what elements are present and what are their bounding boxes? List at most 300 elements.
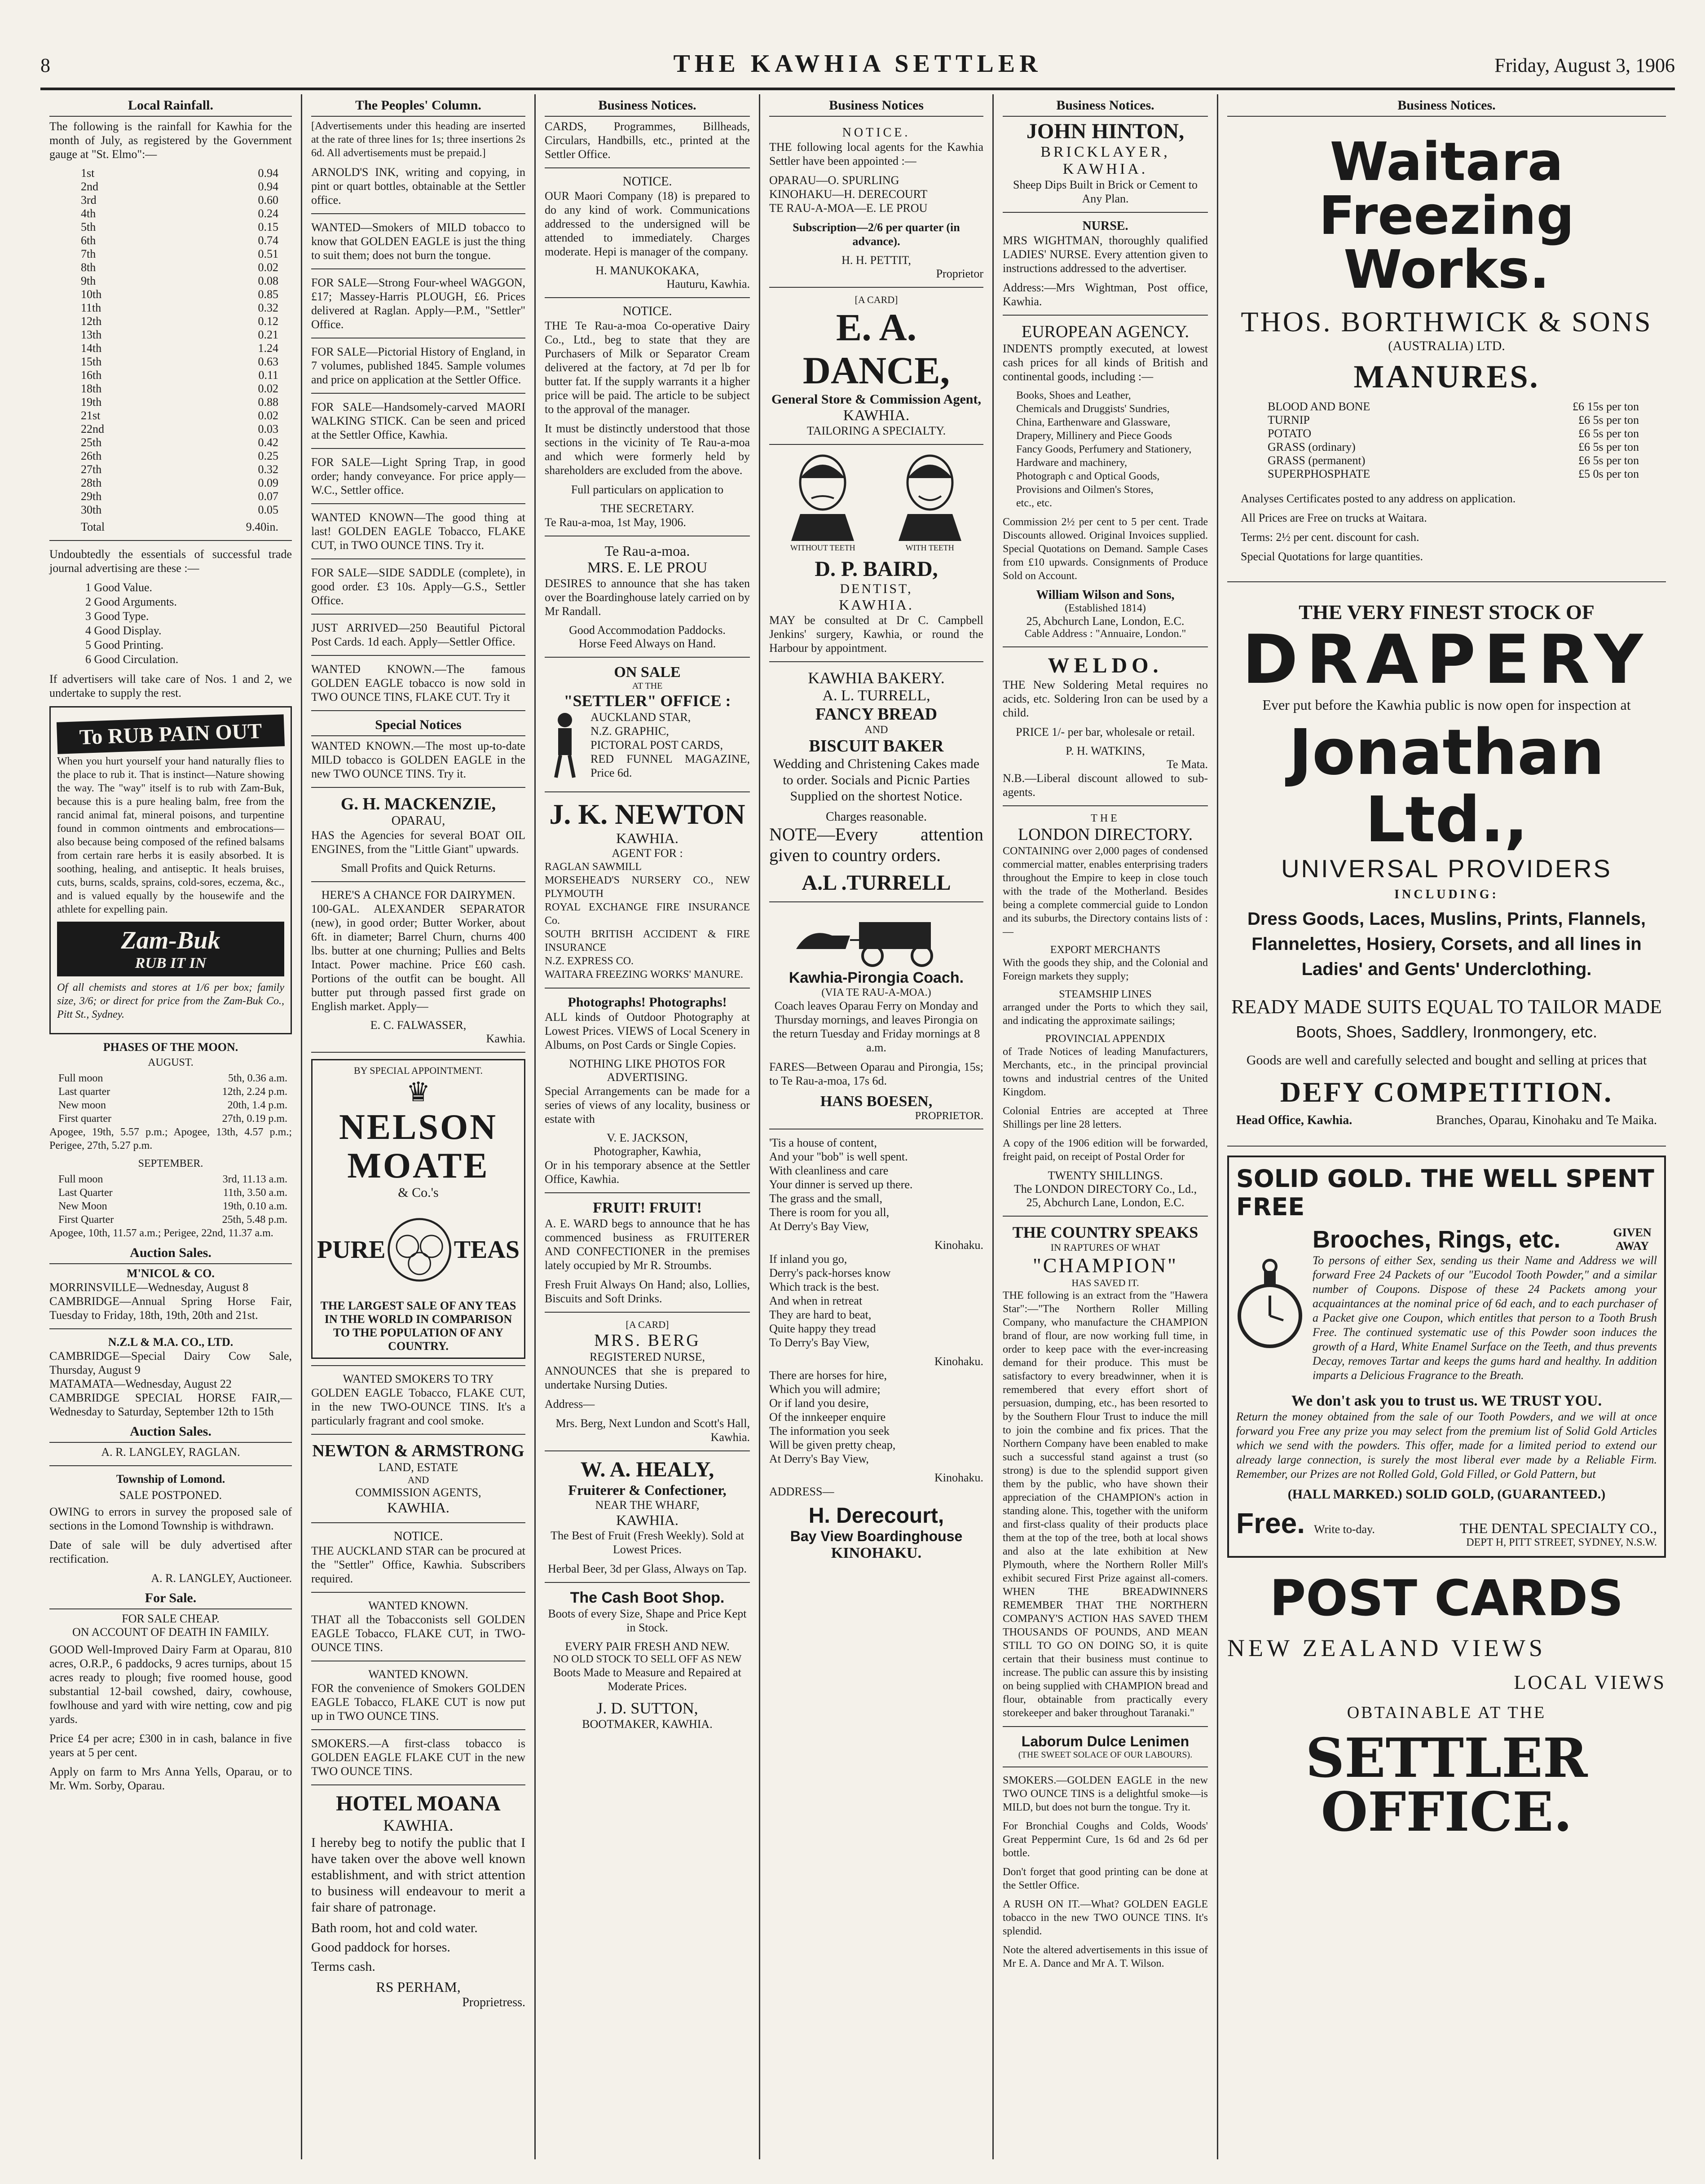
classified-ad: FOR SALE—Light Spring Trap, in good order; handy conveyance. For price apply—W.C., Settler office. — [311, 456, 525, 497]
wilson-name: William Wilson and Sons, — [1036, 588, 1175, 602]
peoples-column-heading: The Peoples' Column. — [311, 98, 525, 117]
essential-item: 3 Good Type. — [85, 610, 149, 623]
onsale-at: AT THE — [632, 681, 663, 691]
rainfall-intro: The following is the rainfall for Kawhia for the month of July, as registered by the Government gauge at "St. Elmo":— — [49, 120, 292, 161]
special-notices-heading: Special Notices — [311, 717, 525, 736]
rainfall-row — [49, 342, 292, 355]
rainfall-row — [49, 463, 292, 476]
boesen-role: PROPRIETOR. — [915, 1110, 983, 1122]
column-5 — [992, 94, 1217, 2159]
cash-boot-heading: The Cash Boot Shop. — [570, 1589, 725, 1606]
nelson-moate-tagline: THE LARGEST SALE OF ANY TEAS IN THE WORLD IN COMPARISON TO THE POPULATION OF ANY COUNTRY. — [320, 1299, 516, 1353]
rainfall-row — [49, 288, 292, 301]
poem-3: There are horses for hire, Which you will admire; Or if land you desire, Of the innkeeper enquire The information you seek Will be given pretty cheap, At Derry's Bay View, — [769, 1369, 896, 1465]
rainfall-label: 6th — [81, 234, 96, 247]
bakery-and: AND — [864, 724, 888, 736]
hinton-body: Sheep Dips Built in Brick or Cement to Any Plan. — [1013, 178, 1198, 205]
manure-label: GRASS (ordinary) — [1268, 440, 1356, 453]
berg-body: ANNOUNCES that she is prepared to undertake Nursing Duties. — [545, 1364, 750, 1391]
healy-tail: Herbal Beer, 3d per Glass, Always on Tap. — [548, 1562, 747, 1575]
rainfall-value: 0.12 — [258, 315, 278, 328]
settler-office-heading: "SETTLER" OFFICE : — [564, 692, 731, 710]
weldo-price: PRICE 1/- per bar, wholesale or retail. — [1016, 725, 1195, 738]
auction2-heading: Auction Sales. — [49, 1424, 292, 1443]
classified-ad: FOR SALE—Strong Four-wheel WAGGON, £17; Massey-Harris PLOUGH, £6. Prices delivered at Raglan. Apply—P.M., "Settler" Office. — [311, 276, 525, 331]
agents-list: OPARAU—O. SPURLING KINOHAKU—H. DERECOURT TE RAU-A-MOA—E. LE PROU — [769, 174, 928, 215]
rainfall-value: 0.94 — [258, 167, 278, 180]
rainfall-value: 0.94 — [258, 180, 278, 193]
notice-heading: NOTICE. — [393, 1529, 443, 1543]
classified-ad: FOR SALE—Pictorial History of England, in 7 volumes, published 1845. Sample volumes and price on application at the Settler Office. — [311, 345, 525, 386]
steamship-body: arranged under the Ports to which they sail, and indicating the approximate sailings; — [1003, 1002, 1208, 1027]
local-views: LOCAL VIEWS — [1514, 1671, 1666, 1693]
manure-row — [1227, 400, 1666, 413]
rainfall-label: 29th — [81, 490, 102, 503]
rainfall-row — [49, 167, 292, 180]
rainfall-row — [49, 247, 292, 261]
zambuk-banner: To RUB PAIN OUT — [57, 714, 285, 754]
steamship-heading: STEAMSHIP LINES — [1059, 989, 1152, 1000]
column-1 — [40, 94, 301, 2159]
rainfall-row — [49, 409, 292, 422]
mackenzie-name: G. H. MACKENZIE, — [340, 795, 496, 813]
hinton-role: BRICKLAYER, — [1040, 144, 1170, 160]
weldo-sign: P. H. WATKINS, — [1066, 744, 1145, 757]
including-label: INCLUDING: — [1394, 888, 1499, 901]
borthwick-sub: (AUSTRALIA) LTD. — [1388, 338, 1505, 353]
rainfall-value: 0.42 — [258, 436, 278, 449]
manure-value: £6 15s per ton — [1572, 400, 1639, 413]
classified-ad: WANTED KNOWN.—The famous GOLDEN EAGLE tobacco is now sold in TWO OUNCE TINS, FLAKE CUT. Try it — [311, 663, 525, 703]
rainfall-value: 0.63 — [258, 355, 278, 368]
moon-phases-heading: PHASES OF THE MOON. — [103, 1041, 238, 1054]
euro-list: Books, Shoes and Leather, Chemicals and Druggists' Sundries, China, Earthenware and Glassware, Drapery, Millinery and Piece Goods Fancy Goods, Perfumery and Stationery, Hardware and machinery, Photograph c and Optical Goods, Provisions and Oilmen's Stores, etc., etc. — [1016, 390, 1192, 509]
september-phase-row — [49, 1200, 292, 1213]
photos-adv: NOTHING LIKE PHOTOS FOR ADVERTISING. — [569, 1057, 726, 1084]
rainfall-label: 10th — [81, 288, 102, 301]
business-notices-heading-6: Business Notices. — [1227, 98, 1666, 117]
manure-label: SUPERPHOSPHATE — [1268, 467, 1370, 480]
postponed-body: OWING to errors in survey the proposed sale of sections in the Lomond Township is withdrawn. — [49, 1505, 292, 1532]
manure-row — [1227, 413, 1666, 427]
rainfall-total-value: 9.40in. — [246, 520, 278, 533]
nurse-heading: NURSE. — [1082, 219, 1128, 233]
peoples-ads — [311, 165, 525, 711]
august-phase-label: First quarter — [58, 1113, 111, 1125]
august-phase-row — [49, 1085, 292, 1099]
page-number: 8 — [40, 54, 50, 76]
rainfall-value: 0.15 — [258, 220, 278, 233]
rainfall-value: 0.24 — [258, 207, 278, 220]
photos-heading: Photographs! Photographs! — [568, 995, 727, 1010]
rainfall-value: 0.74 — [258, 234, 278, 247]
nurse-address: Address:—Mrs Wightman, Post office, Kawhia. — [1003, 281, 1208, 308]
rainfall-row — [49, 355, 292, 369]
poem-2: If inland you go, Derry's pack-horses know Which track is the best. And when in retreat They are hard to beat, Quite happy they tread To Derry's Bay View, — [769, 1252, 891, 1349]
classified-ad: WANTED—Smokers of MILD tobacco to know that GOLDEN EAGLE is just the thing to suit them; does not burn the tongue. — [311, 221, 525, 262]
rainfall-label: 21st — [81, 409, 101, 422]
nelson-moate-co: & Co.'s — [398, 1185, 439, 1200]
baird-name: D. P. BAIRD, — [815, 557, 938, 581]
healy-sub: Fruiterer & Confectioner, — [568, 1482, 727, 1498]
laborum-heading: Laborum Dulce Lenimen — [1021, 1733, 1190, 1749]
berg-card: [A CARD] — [626, 1319, 669, 1330]
coach-heading: Kawhia-Pirongia Coach. — [789, 969, 964, 986]
notice-1-heading: NOTICE. — [622, 175, 672, 189]
wanted-known-1-heading: WANTED KNOWN. — [368, 1599, 468, 1612]
rainfall-row — [49, 395, 292, 409]
zambuk-title: Zam-Buk — [121, 927, 220, 954]
essentials-tail: If advertisers will take care of Nos. 1 and 2, we undertake to supply the rest. — [49, 672, 292, 699]
bakery-note: NOTE—Every attention given to country orders. — [769, 824, 983, 865]
chance-place: Kawhia. — [486, 1032, 525, 1045]
chance-body: 100-GAL. ALEXANDER SEPARATOR (new), in good order; Butter Worker, about 6ft. in diameter; Barrel Churn, churns 400 lbs. butter at one churning; Pullies and Belts Intact. Power machine. Price £60 cash. Portions of the outfit can be bought. All butter put through passed first grade on English market. Apply— — [311, 902, 525, 1013]
rainfall-row — [49, 234, 292, 247]
poem-1: 'Tis a house of content, And your "bob" is well spent. With cleanliness and care Your dinner is served up there. The grass and the small, There is room for you all, At Derry's Bay View, — [769, 1136, 913, 1233]
country-sub: IN RAPTURES OF WHAT — [1050, 1242, 1160, 1253]
manure-value: £6 5s per ton — [1578, 413, 1639, 426]
goods-list: Dress Goods, Laces, Muslins, Prints, Flannels, Flannelettes, Hosiery, Corsets, and all lines in Ladies' and Gents' Underclothing. — [1247, 909, 1646, 979]
special-quotations-note: Special Quotations for large quantities. — [1241, 550, 1423, 563]
rainfall-label: 14th — [81, 342, 102, 355]
rainfall-row — [49, 261, 292, 274]
dance-tail: TAILORING A SPECIALTY. — [806, 424, 946, 437]
notice-2-body: THE Te Rau-a-moa Co-operative Dairy Co., Ltd., beg to state that they are Purchasers of Milk or Separator Cream delivered at the factory, at 7d per lb for butter fat. If the supply warrants it a higher price will be paid. The article to be subject to the approval of the manager. — [545, 319, 750, 416]
business-notices-heading-4: Business Notices — [769, 98, 983, 117]
jonathan-name: Jonathan Ltd., — [1288, 716, 1605, 857]
photos-body2: Special Arrangements can be made for a series of views of any locality, business or estate with — [545, 1085, 750, 1125]
rainfall-row — [49, 436, 292, 449]
forsale-death: ON ACCOUNT OF DEATH IN FAMILY. — [72, 1626, 269, 1639]
photos-tail: Or in his temporary absence at the Settler Office, Kawhia. — [545, 1159, 750, 1186]
gold-body: To persons of either Sex, sending us their Name and Address we will forward Free 24 Packets of our "Eucodol Tooth Powder," and a similar number of Coupons. Dispose of these 24 Packets among your acquaintances at the nominal price of 6d each, and to each purchaser of a Packet give one Coupon, which entitles that person to a Tooth Brush Free. The continued systematic use of this Powder soon induces the growth of a Hard, White Enamel Surface on the Teeth, and thus prevents Decay, removes Tartar and keeps the gums hard and healthy. In addition imparts a Delicious Fragrance to the Breath. — [1313, 1254, 1657, 1382]
august-phase-label: New moon — [58, 1099, 106, 1111]
photos-sign: V. E. JACKSON, — [607, 1131, 688, 1144]
rainfall-value: 0.11 — [258, 369, 278, 382]
rainfall-row — [49, 422, 292, 436]
dental-company: THE DENTAL SPECIALTY CO., — [1459, 1520, 1657, 1536]
without-teeth-label: WITHOUT TEETH — [790, 543, 855, 552]
september-heading: SEPTEMBER. — [138, 1158, 203, 1169]
london-the: THE — [1091, 813, 1120, 824]
healy-name: W. A. HEALY, — [580, 1458, 714, 1481]
chance-sign: E. C. FALWASSER, — [370, 1019, 467, 1032]
rainfall-value: 0.08 — [258, 274, 278, 287]
essential-item: 4 Good Display. — [85, 624, 162, 637]
teraua-heading: Te Rau-a-moa. — [604, 543, 690, 559]
very-finest-heading: THE VERY FINEST STOCK OF — [1299, 601, 1595, 624]
august-phase-value: 5th, 0.36 a.m. — [228, 1072, 287, 1084]
euro-commission: Commission 2½ per cent to 5 per cent. Trade Discounts allowed. Original Invoices supplied. Special Quotations on Demand. Sample Cases from £10 upwards. Consignments of Produce Sold on Account. — [1003, 516, 1208, 582]
smokers-notice: SMOKERS.—GOLDEN EAGLE in the new TWO OUNCE TINS is a delightful smoke—is MILD, but does not burn the tongue. Try it. — [1003, 1775, 1208, 1813]
poem-3-place: Kinohaku. — [934, 1471, 983, 1484]
dental-specialty-ad — [1227, 1156, 1666, 1558]
manure-value: £6 5s per ton — [1578, 454, 1639, 467]
rainfall-label: 25th — [81, 436, 102, 449]
manure-value: £6 5s per ton — [1578, 440, 1639, 453]
free-trucks-note: All Prices are Free on trucks at Waitara. — [1241, 511, 1427, 524]
fruit-body: A. E. WARD begs to announce that he has commenced business as FRUITERER AND CONFECTIONER in the premises lately occupied by Mr R. Stroumbs. — [545, 1217, 750, 1272]
settler-office-footer: SETTLER OFFICE. — [1305, 1727, 1588, 1844]
manure-value: £6 5s per ton — [1578, 427, 1639, 440]
hotel-moana-place: KAWHIA. — [383, 1816, 454, 1834]
notice-2-body2: It must be distinctly understood that those sections in the vicinity of Te Rau-a-moa and which were formerly held by shareholders are excluded from the above. — [545, 422, 750, 477]
nurse-body: MRS WIGHTMAN, thoroughly qualified LADIES' NURSE. Every attention given to instructions addressed to the advertiser. — [1003, 234, 1208, 275]
newton-list: RAGLAN SAWMILL MORSEHEAD'S NURSERY CO., NEW PLYMOUTH ROYAL EXCHANGE FIRE INSURANCE Co. SOUTH BRITISH ACCIDENT & FIRE INSURANCE N.Z. EXPRESS CO. WAITARA FREEZING WORKS' MANURE. — [545, 861, 750, 980]
manures-heading: MANURES. — [1353, 359, 1540, 395]
wanted-known-2-heading: WANTED KNOWN. — [368, 1668, 468, 1681]
smokers-2: SMOKERS.—A first-class tobacco is GOLDEN EAGLE FLAKE CUT in the new TWO OUNCE TINS. — [311, 1737, 525, 1778]
rainfall-label: 22nd — [81, 422, 104, 435]
forsale-cheap: FOR SALE CHEAP. — [122, 1612, 220, 1625]
rainfall-label: 30th — [81, 503, 102, 516]
london-company: The LONDON DIRECTORY Co., Ld., — [1013, 1182, 1197, 1195]
obtainable-text: OBTAINABLE AT THE — [1347, 1703, 1546, 1722]
newton-name: J. K. NEWTON — [549, 798, 745, 830]
na-place: KAWHIA. — [387, 1499, 449, 1516]
smokers-heading: WANTED SMOKERS TO TRY — [343, 1372, 494, 1385]
rainfall-value: 0.21 — [258, 328, 278, 341]
rainfall-value: 0.51 — [258, 247, 278, 260]
euro-heading: EUROPEAN AGENCY. — [1021, 322, 1189, 341]
bakery-heading: KAWHIA BAKERY. — [808, 669, 945, 687]
na-sub: LAND, ESTATE — [378, 1461, 458, 1474]
rush-notice: A RUSH ON IT.—What? GOLDEN EAGLE tobacco in the new TWO OUNCE TINS. It's splendid. — [1003, 1898, 1208, 1937]
healy-place: KAWHIA. — [616, 1512, 678, 1528]
notice-2-heading: NOTICE. — [622, 304, 672, 318]
september-tail: Apogee, 10th, 11.57 a.m.; Perigee, 22nd, 11.37 a.m. — [49, 1227, 273, 1239]
na-and: AND — [407, 1474, 429, 1485]
forsale-apply: Apply on farm to Mrs Anna Yells, Oparau, or to Mr. Wm. Sorby, Oparau. — [49, 1765, 292, 1792]
coach-body: Coach leaves Oparau Ferry on Monday and Thursday mornings, and leaves Pirongia on the return Tuesday and Friday mornings at 8 a.m. — [772, 999, 980, 1054]
derecourt-address-label: ADDRESS— — [769, 1485, 834, 1498]
rainfall-value: 0.32 — [258, 463, 278, 476]
weldo-place: Te Mata. — [1166, 758, 1208, 771]
works-heading: Works. — [1344, 238, 1550, 300]
september-phase-label: New Moon — [58, 1200, 107, 1212]
rainfall-value: 0.32 — [258, 301, 278, 314]
column-2 — [301, 94, 534, 2159]
onsale-heading: ON SALE — [614, 664, 681, 681]
notice-1-sign: H. MANUKOKAKA, — [595, 264, 699, 277]
mackenzie-place: OPARAU, — [391, 814, 445, 828]
wilson-cable: Cable Address : "Annuaire, London." — [1024, 628, 1186, 640]
hotel-moana-sign: RS PERHAM, — [376, 1979, 461, 1995]
cash-boot-body: Boots of every Size, Shape and Price Kept in Stock. — [548, 1607, 747, 1634]
rainfall-label: 26th — [81, 449, 102, 462]
rainfall-row — [49, 274, 292, 288]
brooches-heading: Brooches, Rings, etc. — [1313, 1226, 1561, 1253]
essential-item: 6 Good Circulation. — [85, 653, 179, 666]
rainfall-value: 1.24 — [258, 342, 278, 355]
drapery-heading: DRAPERY — [1242, 621, 1651, 699]
nzla-body: CAMBRIDGE—Special Dairy Cow Sale, Thursday, August 9 MATAMATA—Wednesday, August 22 CAMBRIDGE SPECIAL HORSE FAIR,—Wednesday to Saturday, September 12th to 15th — [49, 1349, 292, 1418]
rainfall-label: 13th — [81, 328, 102, 341]
branches: Branches, Oparau, Kinohaku and Te Maika. — [1436, 1113, 1657, 1127]
masthead-rule — [40, 88, 1675, 90]
hotel-moana-body: I hereby beg to notify the public that I have taken over the above well known establishment, and with strict attention to business will endeavour to merit a fair share of patronage. — [311, 1835, 525, 1915]
export-body: With the goods they ship, and the Colonial and Foreign markets they supply; — [1003, 957, 1208, 982]
subscription-role: Proprietor — [936, 267, 983, 280]
weldo-body: THE New Soldering Metal requires no acids, etc. Soldering Iron can be used by a child. — [1003, 678, 1208, 719]
bakery-body: Wedding and Christening Cakes made to order. Socials and Picnic Parties Supplied on the shortest Notice. — [773, 756, 980, 804]
teas-label: TEAS — [454, 1236, 520, 1264]
gold-banner: SOLID GOLD. THE WELL SPENT FREE — [1236, 1165, 1654, 1221]
august-phase-row — [49, 1099, 292, 1112]
essentials-text: Undoubtedly the essentials of successful trade journal advertising are these :— — [49, 548, 292, 575]
dance-name: E. A. DANCE, — [802, 306, 950, 392]
country-heading: THE COUNTRY SPEAKS — [1012, 1223, 1198, 1241]
coach-via: (VIA TE RAU-A-MOA.) — [821, 987, 931, 998]
zambuk-rub: RUB IT IN — [135, 955, 207, 971]
september-phase-value: 25th, 5.48 p.m. — [222, 1214, 287, 1226]
newton-armstrong-name: NEWTON & ARMSTRONG — [312, 1441, 524, 1460]
september-phases — [49, 1173, 292, 1226]
notice-2-date: Te Rau-a-moa, 1st May, 1906. — [545, 516, 686, 529]
mnicol-heading: M'NICOL & CO. — [127, 1267, 215, 1280]
rainfall-row — [49, 382, 292, 395]
cash-boot-pair: EVERY PAIR FRESH AND NEW. — [565, 1640, 730, 1653]
london-body: CONTAINING over 2,000 pages of condensed commercial matter, enables enterprising traders throughout the Empire to keep in close touch with the trade of the Motherland. Besides being a complete commercial guide to London and its suburbs, the Directory contains lists of :— — [1003, 845, 1208, 938]
berg-addr-label: Address— — [545, 1397, 595, 1411]
classified-ad: FOR SALE—SIDE SADDLE (complete), in good order. £3 10s. Apply—G.S., Settler Office. — [311, 566, 525, 607]
rainfall-row — [49, 315, 292, 328]
printing-notice: Don't forget that good printing can be done at the Settler Office. — [1003, 1866, 1208, 1891]
rainfall-value: 0.85 — [258, 288, 278, 301]
borthwick-heading: THOS. BORTHWICK & SONS — [1241, 306, 1652, 338]
masthead — [40, 49, 1675, 85]
berg-name: MRS. BERG — [594, 1331, 701, 1350]
boesen-name: HANS BOESEN, — [820, 1093, 933, 1110]
rainfall-total-row — [49, 520, 292, 534]
rainfall-label: 4th — [81, 207, 96, 220]
rainfall-label: 18th — [81, 382, 102, 395]
wanted-known-2-body: FOR the convenience of Smokers GOLDEN EAGLE Tobacco, FLAKE CUT is now put up in TWO OUNCE TINS. — [311, 1682, 525, 1723]
manures-price-list — [1227, 400, 1666, 481]
issue-date: Friday, August 3, 1906 — [1494, 54, 1675, 76]
analyses-note: Analyses Certificates posted to any address on application. — [1241, 492, 1516, 505]
august-phase-value: 12th, 2.24 p.m. — [222, 1086, 287, 1098]
rainfall-row — [49, 503, 292, 517]
manure-row — [1227, 427, 1666, 440]
onsale-list: AUCKLAND STAR, N.Z. GRAPHIC, PICTORAL POST CARDS, RED FUNNEL MAGAZINE, Price 6d. — [590, 711, 750, 779]
chance-heading: HERE'S A CHANCE FOR DAIRYMEN. — [321, 888, 515, 901]
rainfall-total-label: Total — [81, 520, 105, 533]
postponed-tail: Date of sale will be duly advertised after rectification. — [49, 1538, 292, 1565]
rainfall-row — [49, 490, 292, 503]
subscription: Subscription—2/6 per quarter (in advance). — [793, 221, 960, 248]
leprou-name: MRS. E. LE PROU — [587, 559, 708, 576]
champion-heading: "CHAMPION" — [1033, 1254, 1178, 1277]
notice-1-body: OUR Maori Company (18) is prepared to do any kind of work. Communications addressed to the undersigned will be attended to immediately. Charges moderate. Hepi is manager of the company. — [545, 189, 750, 258]
derecourt-name: H. Derecourt, — [808, 1504, 944, 1528]
nz-views: NEW ZEALAND VIEWS — [1227, 1635, 1546, 1661]
manure-value: £5 0s per ton — [1578, 467, 1639, 480]
agents-notice-body: THE following local agents for the Kawhia Settler have been appointed :— — [769, 141, 983, 167]
langley-heading: A. R. LANGLEY, RAGLAN. — [101, 1446, 240, 1459]
agent-for: AGENT FOR : — [612, 847, 683, 860]
dance-sub: General Store & Commission Agent, — [771, 392, 981, 407]
notice-2-sign: THE SECRETARY. — [600, 502, 694, 515]
september-phase-value: 11th, 3.50 a.m. — [223, 1187, 287, 1199]
september-phase-label: Full moon — [58, 1173, 103, 1185]
healy-body: The Best of Fruit (Fresh Weekly). Sold at Lowest Prices. — [551, 1529, 744, 1556]
directory-copy: A copy of the 1906 edition will be forwarded, freight paid, on receipt of Postal Order for — [1003, 1138, 1208, 1163]
manure-row — [1227, 467, 1666, 481]
nelson-moate-logo: NELSON MOATE — [339, 1107, 498, 1186]
wanted-known-1-body: THAT all the Tobacconists sell GOLDEN EAGLE Tobacco, FLAKE CUT, in TWO-OUNCE TINS. — [311, 1613, 525, 1654]
london-heading: LONDON DIRECTORY. — [1018, 825, 1193, 844]
export-heading: EXPORT MERCHANTS — [1050, 944, 1161, 956]
notice-1-place: Hauturu, Kawhia. — [666, 277, 750, 290]
gold-body-2: Return the money obtained from the sale of our Tooth Powders, and we will at once forward you Free any prize you may select from the premium list of Solid Gold Articles which we send with the powders. This offer, made for a limited period to extend our already large connection, is surely the most liberal ever made by a Reliable Firm. Remember, our Prizes are not Rolled Gold, Gold Filled, or Gold Pattern, but — [1236, 1410, 1657, 1481]
august-phase-row — [49, 1112, 292, 1125]
rainfall-row — [49, 207, 292, 220]
crown-icon: ♛ — [406, 1077, 431, 1107]
pure-label: PURE — [317, 1236, 386, 1264]
august-phase-value: 20th, 1.4 p.m. — [227, 1099, 287, 1111]
september-phase-row — [49, 1173, 292, 1186]
column-6 — [1217, 94, 1675, 2159]
rainfall-label: 28th — [81, 476, 102, 489]
zambuk-footer: Of all chemists and stores at 1/6 per box; family size, 3/6; or direct for price from the Zam-Buk Co., Pitt St., Sydney. — [57, 982, 284, 1020]
classified-ad: WANTED KNOWN—The good thing at last! GOLDEN EAGLE Tobacco, FLAKE CUT, in TWO OUNCE TINS. Try it. — [311, 511, 525, 552]
essential-item: 2 Good Arguments. — [85, 595, 177, 608]
baird-body: MAY be consulted at Dr C. Campbell Jenkins' surgery, Kawhia, or round the Harbour by appointment. — [769, 614, 983, 655]
rainfall-row — [49, 449, 292, 463]
september-phase-label: First Quarter — [58, 1214, 114, 1226]
rainfall-label: 15th — [81, 355, 102, 368]
weldo-nb: N.B.—Liberal discount allowed to sub-agents. — [1003, 772, 1208, 799]
cash-boot-old: NO OLD STOCK TO SELL OFF AS NEW — [553, 1653, 742, 1665]
september-phase-value: 3rd, 11.13 a.m. — [222, 1173, 287, 1185]
coach-fares: FARES—Between Oparau and Pirongia, 15s; to Te Rau-a-moa, 17s 6d. — [769, 1060, 983, 1087]
hotel-moana-bath: Bath room, hot and cold water. — [311, 1920, 478, 1935]
classified-ad: FOR SALE—Handsomely-carved MAORI WALKING STICK. Can be seen and priced at the Settler Office, Kawhia. — [311, 400, 525, 441]
classified-ad: ARNOLD'S INK, writing and copying, in pint or quart bottles, obtainable at the Settler office. — [311, 166, 525, 207]
photos-body: ALL kinds of Outdoor Photography at Lowest Prices. VIEWS of Local Scenery in Albums, on Post Cards or Single Copies. — [545, 1011, 750, 1051]
without-teeth-portrait-icon — [787, 451, 859, 541]
zambuk-logo — [57, 922, 284, 976]
special-notice-1: WANTED KNOWN.—The most up-to-date MILD tobacco is GOLDEN EAGLE in the new TWO OUNCE TINS. Try it. — [311, 739, 525, 780]
healy-near: NEAR THE WHARF, — [595, 1498, 700, 1512]
august-phase-label: Last quarter — [58, 1086, 110, 1098]
hall-marked: (HALL MARKED.) SOLID GOLD, (GUARANTEED.) — [1287, 1487, 1606, 1502]
business-notices-heading-5: Business Notices. — [1003, 98, 1208, 117]
head-office: Head Office, Kawhia. — [1236, 1113, 1353, 1127]
champion-body: THE following is an extract from the "Hawera Star":—"The Northern Roller Milling Company, who manufacture the CHAMPION brand of flour, are now working full time, in order to keep pace with the ever-increasing demand for their produce. This must be satisfactory to every breadwinner, when it is remembered that every effort short of persuasion, dumping, etc., has been resorted to by the Southern Flour Trust to induce the mill to join the combine and fix prices. That the Northern Company have been enabled to make such a successful stand against a trust (so strong) is due to the splendid support given them by the public, who have shown their appreciation of the CHAMPION's action in standing alone. This, together with the uniform and first-class quality of their products place them at the top of the tree, both at local shows and also at the late exhibition at New Plymouth, where the Northern Roller Mill's exhibit secured First Prize against all-comers. WHEN THE BREADWINNERS REMEMBER THAT THE NORTHERN COMPANY'S ACTION HAS SAVED THEM THOUSANDS OF POUNDS, AND MEAN STILL TO GO ON DOING SO, it is quite certain that their business must continue to increase. The public can assure this by insisting on being supplied with CHAMPION bread and flour, obtainable from practically every storekeeper and baker throughout Taranaki." — [1003, 1290, 1208, 1719]
forsale-heading: For Sale. — [49, 1591, 292, 1609]
boots-line: Boots, Shoes, Saddlery, Ironmongery, etc. — [1295, 1023, 1597, 1041]
fruit-tail: Fresh Fruit Always On Hand; also, Lollies, Biscuits and Soft Drinks. — [545, 1278, 750, 1305]
rainfall-row — [49, 328, 292, 342]
subscription-sign: H. H. PETTIT, — [841, 254, 911, 267]
we-dont-ask: We don't ask you to trust us. WE TRUST YOU. — [1291, 1393, 1602, 1409]
bakery-charges: Charges reasonable. — [826, 810, 927, 824]
provincial-body: of Trade Notices of leading Manufacturers, Merchants, etc., in the principal provincial towns and industrial centres of the United Kingdom. — [1003, 1046, 1208, 1098]
august-phase-value: 27th, 0.19 p.m. — [222, 1113, 287, 1125]
pocket-watch-icon — [1236, 1257, 1304, 1356]
with-teeth-label: WITH TEETH — [905, 543, 954, 552]
essential-item: 1 Good Value. — [85, 581, 153, 594]
agents-notice-heading: NOTICE. — [842, 126, 911, 140]
august-phase-label: Full moon — [58, 1072, 103, 1084]
rainfall-value: 0.02 — [258, 382, 278, 395]
august-phase-row — [49, 1072, 292, 1085]
baird-role: DENTIST, — [840, 581, 913, 596]
sutton-role: BOOTMAKER, KAWHIA. — [582, 1718, 713, 1731]
baird-place: KAWHIA. — [839, 597, 914, 613]
